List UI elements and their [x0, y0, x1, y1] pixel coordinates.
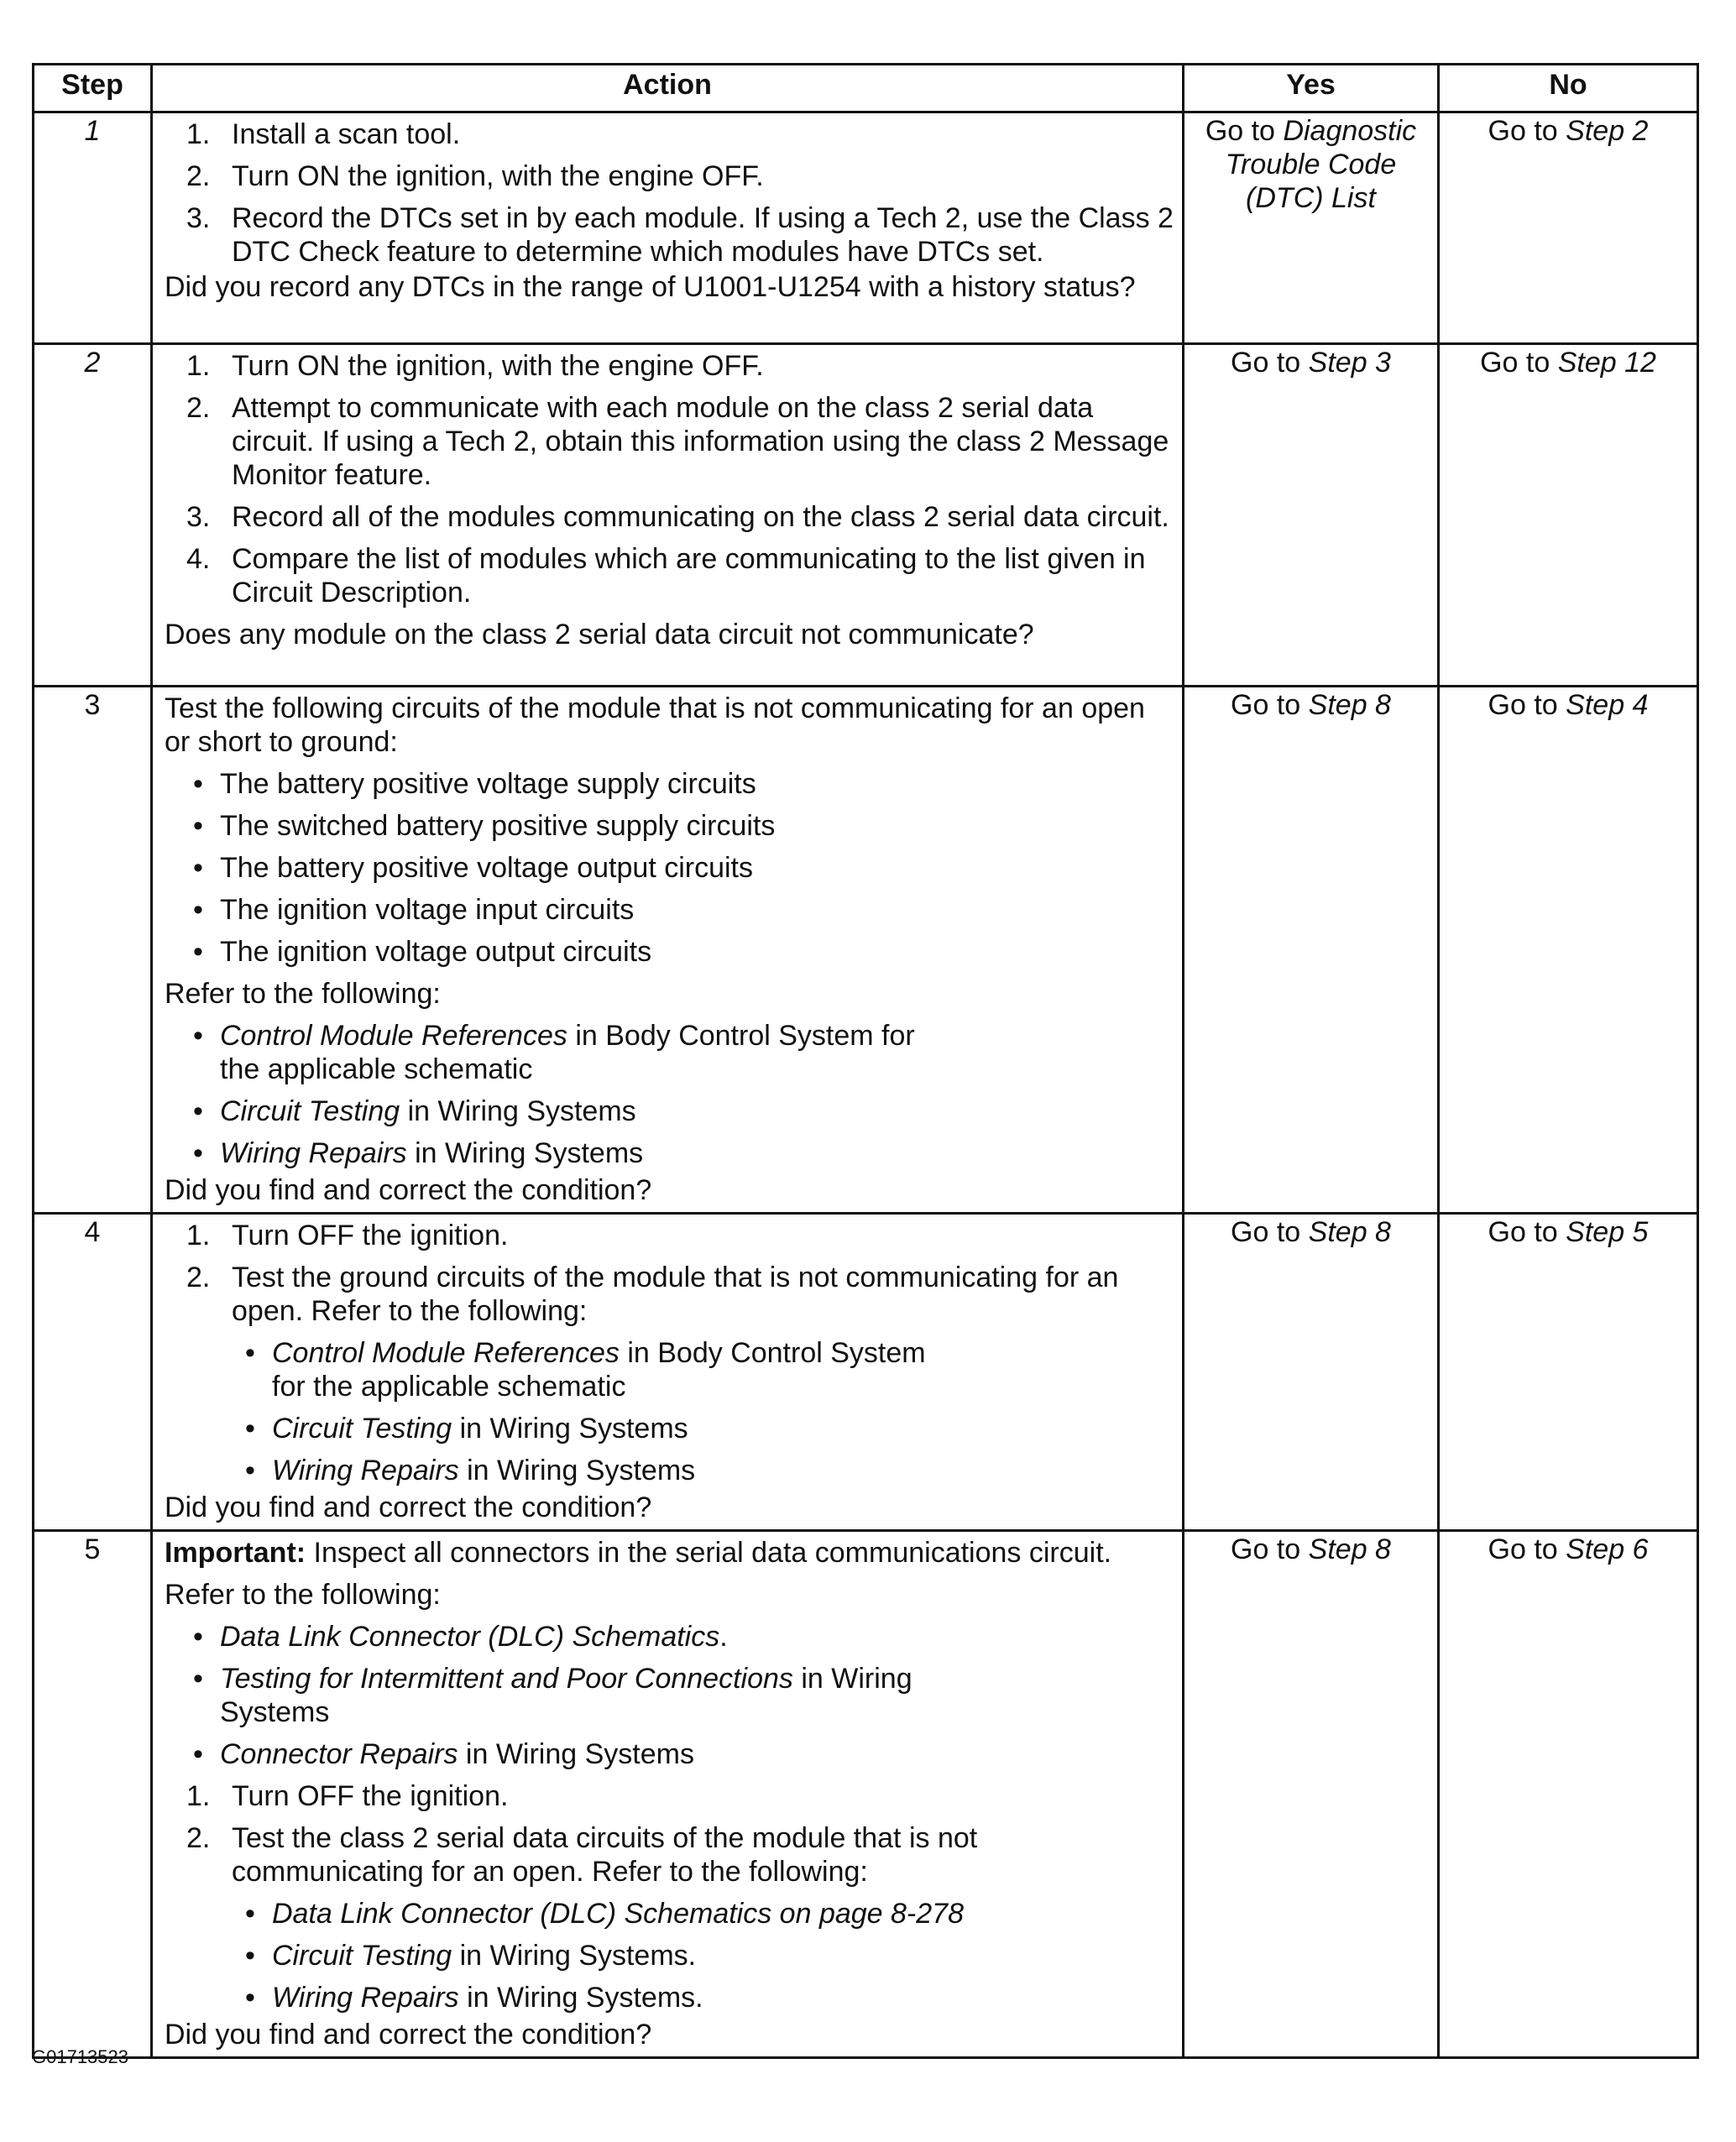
reference-item: • Circuit Testing in Wiring Systems [193, 1095, 636, 1127]
action-cell [152, 344, 1184, 687]
reference-item: • Connector Repairs in Wiring Systems [193, 1738, 694, 1770]
step-question: Did you find and correct the condition? [165, 1174, 652, 1206]
step-intro: Test the following circuits of the module that is not communicating for an open or short to ground: [165, 692, 1145, 758]
no-reference: Step 12 [1557, 347, 1656, 379]
header-yes: Yes [1184, 65, 1439, 112]
yes-reference: Step 8 [1308, 1533, 1391, 1565]
reference-item: • Wiring Repairs in Wiring Systems [245, 1455, 696, 1486]
reference-item: • Control Module References in Body Control System for the applicable schematic [193, 1020, 915, 1085]
circuit-item: • The battery positive voltage supply circuits [193, 768, 756, 800]
no-prefix: Go to [1488, 689, 1558, 721]
yes-cell [1184, 1214, 1439, 1531]
no-reference: Step 4 [1566, 689, 1649, 721]
header-row [34, 65, 1698, 112]
step-row-5 [34, 1531, 1698, 2058]
refer-label: Refer to the following: [165, 978, 441, 1010]
refer-label: Refer to the following: [165, 1579, 441, 1611]
action-cell [152, 112, 1184, 344]
circuit-item: • The switched battery positive supply circuits [193, 810, 776, 842]
circuit-item: • The ignition voltage input circuits [193, 894, 635, 926]
yes-prefix: Go to [1231, 1216, 1301, 1248]
numbered-item: 2. Test the class 2 serial data circuits of the module that is not communicating for an open. Refer to the following: [186, 1822, 978, 1888]
step-row-3 [34, 687, 1698, 1214]
reference-item: • Circuit Testing in Wiring Systems [245, 1413, 688, 1445]
no-cell [1439, 687, 1698, 1214]
step-question: Does any module on the class 2 serial data circuit not communicate? [165, 619, 1034, 650]
yes-reference: Diagnostic Trouble Code (DTC) List [1225, 115, 1417, 214]
reference-item: • Control Module References in Body Control System for the applicable schematic [245, 1337, 926, 1403]
numbered-item: 1. Install a scan tool. [186, 118, 461, 150]
reference-item: • Circuit Testing in Wiring Systems. [245, 1940, 697, 1972]
numbered-item: 4. Compare the list of modules which are communicating to the list given in Circuit Description. [186, 543, 1146, 609]
action-cell [152, 1531, 1184, 2058]
yes-cell [1184, 112, 1439, 344]
step-number: 4 [34, 1214, 152, 1531]
step-number: 1 [34, 112, 152, 344]
reference-item: • Testing for Intermittent and Poor Connections in Wiring Systems [193, 1663, 912, 1728]
step-number: 5 [34, 1531, 152, 2058]
yes-cell [1184, 344, 1439, 687]
step-number: 3 [34, 687, 152, 1214]
circuit-item: • The battery positive voltage output circuits [193, 852, 753, 884]
numbered-item: 3. Record the DTCs set in by each module. If using a Tech 2, use the Class 2 DTC Check feature to determine which modules have DTCs set. [186, 202, 1174, 268]
no-prefix: Go to [1488, 115, 1558, 147]
step-question: Did you find and correct the condition? [165, 2019, 652, 2051]
no-reference: Step 5 [1566, 1216, 1649, 1248]
header-step: Step [34, 65, 152, 112]
step-question: Did you find and correct the condition? [165, 1492, 652, 1523]
numbered-item: 1. Turn ON the ignition, with the engine OFF. [186, 350, 764, 382]
diagnostic-table [32, 63, 1699, 2059]
numbered-item: 2. Test the ground circuits of the module that is not communicating for an open. Refer to the following: [186, 1262, 1119, 1327]
yes-prefix: Go to [1231, 347, 1301, 379]
figure-code: G01713523 [32, 2046, 128, 2067]
step-row-2 [34, 344, 1698, 687]
no-prefix: Go to [1480, 347, 1550, 379]
important-note: Important: Inspect all connectors in the serial data communications circuit. [165, 1537, 1112, 1569]
numbered-item: 3. Record all of the modules communicating on the class 2 serial data circuit. [186, 501, 1169, 533]
step-row-1 [34, 112, 1698, 344]
yes-reference: Step 8 [1308, 689, 1391, 721]
header-no: No [1439, 65, 1698, 112]
yes-prefix: Go to [1231, 1533, 1301, 1565]
yes-prefix: Go to [1205, 115, 1275, 147]
no-prefix: Go to [1488, 1216, 1558, 1248]
reference-item: • Wiring Repairs in Wiring Systems. [245, 1982, 703, 2014]
reference-item: • Data Link Connector (DLC) Schematics. [193, 1621, 728, 1653]
step-number: 2 [34, 344, 152, 687]
numbered-item: 1. Turn OFF the ignition. [186, 1220, 509, 1251]
no-cell [1439, 112, 1698, 344]
no-reference: Step 2 [1566, 115, 1649, 147]
yes-prefix: Go to [1231, 689, 1301, 721]
no-cell [1439, 344, 1698, 687]
yes-cell [1184, 1531, 1439, 2058]
yes-reference: Step 3 [1308, 347, 1391, 379]
no-reference: Step 6 [1566, 1533, 1649, 1565]
circuit-item: • The ignition voltage output circuits [193, 936, 652, 968]
yes-cell [1184, 687, 1439, 1214]
numbered-item: 1. Turn OFF the ignition. [186, 1780, 509, 1812]
action-cell [152, 1214, 1184, 1531]
no-cell [1439, 1531, 1698, 2058]
step-question: Did you record any DTCs in the range of U1001-U1254 with a history status? [165, 271, 1136, 303]
numbered-item: 2. Attempt to communicate with each module on the class 2 serial data circuit. If using a Tech 2, obtain this information using the class 2 Message Monitor feature. [186, 392, 1169, 491]
reference-item: • Wiring Repairs in Wiring Systems [193, 1137, 644, 1169]
numbered-item: 2. Turn ON the ignition, with the engine OFF. [186, 160, 764, 192]
step-row-4 [34, 1214, 1698, 1531]
header-action: Action [152, 65, 1184, 112]
no-cell [1439, 1214, 1698, 1531]
no-prefix: Go to [1488, 1533, 1558, 1565]
action-cell [152, 687, 1184, 1214]
yes-reference: Step 8 [1308, 1216, 1391, 1248]
reference-item: • Data Link Connector (DLC) Schematics on page 8-278 [245, 1898, 964, 1930]
